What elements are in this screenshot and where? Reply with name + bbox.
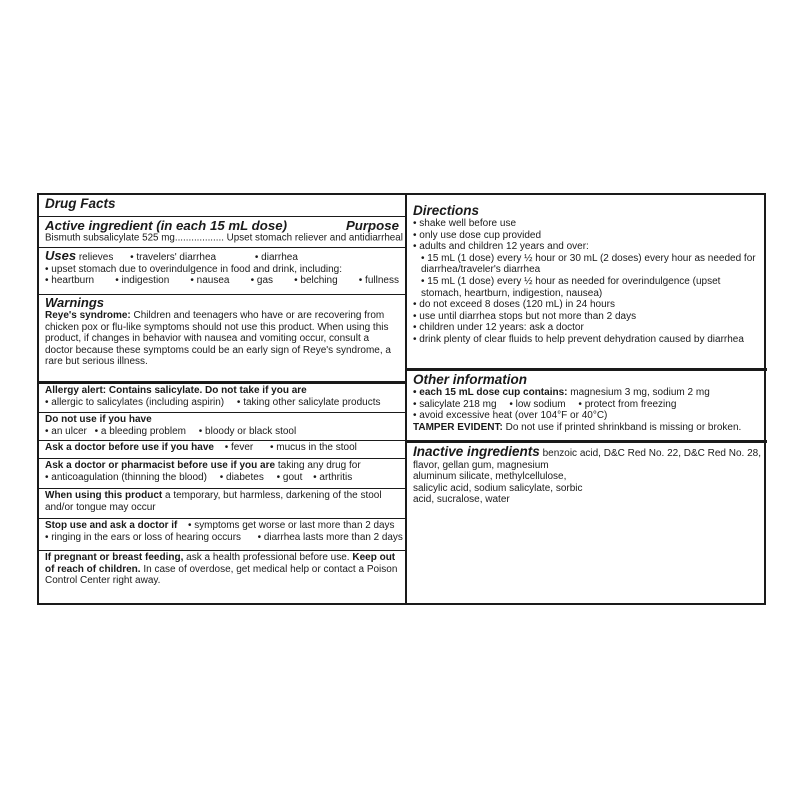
direction-dose-cup: • only use dose cup provided — [413, 229, 542, 241]
active-ingredient-line: Bismuth subsalicylate 525 mg.................. Upset stomach reliever and antidiarrheal — [45, 232, 403, 244]
active-ingredient-heading-row — [45, 218, 399, 233]
pharmacist-anticoagulation: • anticoagulation (thinning the blood) — [45, 471, 207, 483]
do-not-use-bleeding: • a bleeding problem — [94, 425, 186, 437]
right-column — [407, 195, 767, 603]
pharmacist-gout: • gout — [276, 471, 303, 483]
other-salicylate-line — [413, 399, 761, 411]
direction-children: • children under 12 years: ask a doctor — [413, 322, 584, 334]
direction-dose-diarrhea: • 15 mL (1 dose) every ½ hour or 30 mL (2 doses) every hour as needed for diarrhea/traveler's diarrhea — [421, 252, 756, 276]
uses-line-1 — [45, 249, 399, 264]
pharmacist-diabetes: • diabetes — [219, 471, 264, 483]
other-salicylate: • salicylate 218 mg — [413, 398, 497, 410]
tamper-evident-text: Do not use if printed shrinkband is missing or broken. — [502, 421, 742, 433]
symptom-belching: • belching — [294, 275, 338, 287]
section-content — [45, 520, 403, 543]
pregnant-heading: If pregnant or breast feeding, — [45, 552, 184, 563]
direction-dose-overindulgence: • 15 mL (1 dose) every ½ hour as needed for overindulgence (upset stomach, heartburn, indigestion, nausea) — [421, 275, 721, 299]
symptom-nausea: • nausea — [190, 275, 230, 287]
direction-adults: • adults and children 12 years and over: — [413, 241, 589, 253]
ask-doctor-heading: Ask a doctor before use if you have — [45, 442, 214, 453]
ask-pharmacist-section — [39, 458, 405, 488]
section-content — [45, 218, 403, 244]
active-ingredient-heading: Active ingredient (in each 15 mL dose) — [45, 218, 288, 233]
stop-use-section — [39, 518, 405, 550]
do-not-use-ulcer: • an ulcer — [45, 425, 87, 437]
ask-doctor-line — [45, 442, 399, 454]
directions-heading: Directions — [413, 203, 480, 218]
other-dose-cup-line — [413, 387, 761, 399]
other-dose-cup-label: • each 15 mL dose cup contains: — [413, 387, 568, 398]
inactive-text-5: acid, sucralose, water — [413, 494, 510, 506]
allergy-alert-section — [39, 381, 405, 412]
other-information-section — [407, 368, 767, 440]
title-section — [39, 195, 405, 216]
uses-section — [39, 247, 405, 294]
uses-bullet-travelers: • travelers' diarrhea — [130, 252, 217, 263]
other-dose-cup-text: magnesium 3 mg, sodium 2 mg — [567, 387, 710, 398]
inactive-line-1 — [413, 444, 761, 460]
do-not-use-heading: Do not use if you have — [45, 414, 152, 425]
when-using-section — [39, 488, 405, 518]
warnings-heading: Warnings — [45, 295, 104, 310]
allergy-bullet-other-products: • taking other salicylate products — [236, 396, 381, 408]
stop-use-line-1 — [45, 520, 399, 532]
direction-fluids: • drink plenty of clear fluids to help prevent dehydration caused by diarrhea — [413, 333, 744, 345]
symptom-indigestion: • indigestion — [115, 275, 170, 287]
other-heat: • avoid excessive heat (over 104°F or 40°C) — [413, 410, 608, 422]
ask-pharmacist-rest: taking any drug for — [275, 460, 361, 471]
inactive-text-2: flavor, gellan gum, magnesium — [413, 459, 549, 471]
uses-heading: Uses — [45, 248, 77, 263]
stop-use-symptoms-worse: • symptoms get worse or last more than 2 days — [188, 520, 395, 531]
uses-line-2: • upset stomach due to overindulgence in food and drink, including: — [45, 263, 343, 275]
symptom-gas: • gas — [250, 275, 274, 287]
ask-pharmacist-bullets — [45, 472, 399, 484]
when-using-heading: When using this product — [45, 490, 163, 501]
keep-out-of-reach: Keep out of reach of children. — [45, 552, 396, 575]
direction-shake: • shake well before use — [413, 218, 517, 229]
do-not-use-bullets — [45, 426, 399, 438]
directions-section — [407, 195, 767, 368]
drug-facts-title: Drug Facts — [45, 196, 116, 211]
drug-facts-panel — [37, 193, 766, 605]
allergy-bullets — [45, 397, 399, 409]
symptom-heartburn: • heartburn — [45, 275, 95, 287]
stop-use-heading: Stop use and ask a doctor if — [45, 520, 178, 531]
when-using-text: a temporary, but harmless, darkening of the stool and/or tongue may occur — [45, 490, 382, 513]
uses-intro: relieves — [76, 252, 114, 263]
inactive-ingredients-section — [407, 440, 767, 603]
ask-doctor-section — [39, 440, 405, 458]
pharmacist-arthritis: • arthritis — [313, 471, 353, 483]
pregnant-text-1: ask a health professional before use. — [183, 552, 353, 563]
purpose-heading: Purpose — [345, 218, 399, 233]
pregnant-section — [39, 550, 405, 603]
allergy-bullet-salicylates: • allergic to salicylates (including aspirin) — [45, 396, 225, 408]
stop-use-ringing: • ringing in the ears or loss of hearing occurs — [45, 531, 241, 543]
symptom-fullness: • fullness — [358, 275, 399, 287]
stop-use-line-2 — [45, 531, 403, 544]
do-not-use-stool: • bloody or black stool — [198, 425, 297, 437]
stop-use-diarrhea: • diarrhea lasts more than 2 days — [257, 531, 403, 543]
inactive-ingredients-heading: Inactive ingredients — [413, 444, 540, 459]
uses-bullet-diarrhea: • diarrhea — [254, 252, 298, 263]
reye-syndrome-paragraph — [45, 310, 399, 368]
reye-text: Children and teenagers who have or are recovering from chicken pox or flu-like symptoms should not use this product. When using this product, if changes in behavior with nausea and vomiting occur, consult a doctor because these symptoms could be an early sign of Reye's syndrome, a rare but serious illness. — [45, 310, 391, 368]
direction-duration: • use until diarrhea stops but not more than 2 days — [413, 310, 637, 322]
left-column — [39, 195, 407, 603]
direction-max-doses: • do not exceed 8 doses (120 mL) in 24 hours — [413, 299, 615, 311]
warnings-section — [39, 294, 405, 381]
tamper-evident-line — [413, 422, 761, 434]
ask-doctor-mucus: • mucus in the stool — [270, 442, 357, 453]
inactive-text-4: salicylic acid, sodium salicylate, sorbic — [413, 482, 583, 494]
other-information-heading: Other information — [413, 372, 527, 387]
inactive-text-3: aluminum silicate, methylcellulose, — [413, 471, 567, 483]
active-ingredient-section — [39, 216, 405, 247]
allergy-heading: Allergy alert: Contains salicylate. Do not take if you are — [45, 385, 307, 396]
pregnant-text-2: In case of overdose, get medical help or contact a Poison Control Center right away. — [45, 563, 398, 587]
do-not-use-section — [39, 412, 405, 440]
tamper-evident-label: TAMPER EVIDENT: — [413, 421, 503, 433]
ask-pharmacist-line — [45, 460, 399, 472]
inactive-text-1: benzoic acid, D&C Red No. 22, D&C Red No. 28, — [539, 448, 762, 459]
ask-doctor-fever: • fever — [224, 442, 254, 453]
other-freezing: • protect from freezing — [578, 398, 677, 410]
reye-label: Reye's syndrome: — [45, 310, 131, 321]
ask-pharmacist-heading: Ask a doctor or pharmacist before use if you are — [45, 460, 276, 471]
other-low-sodium: • low sodium — [509, 398, 566, 410]
uses-symptom-row — [45, 275, 399, 287]
